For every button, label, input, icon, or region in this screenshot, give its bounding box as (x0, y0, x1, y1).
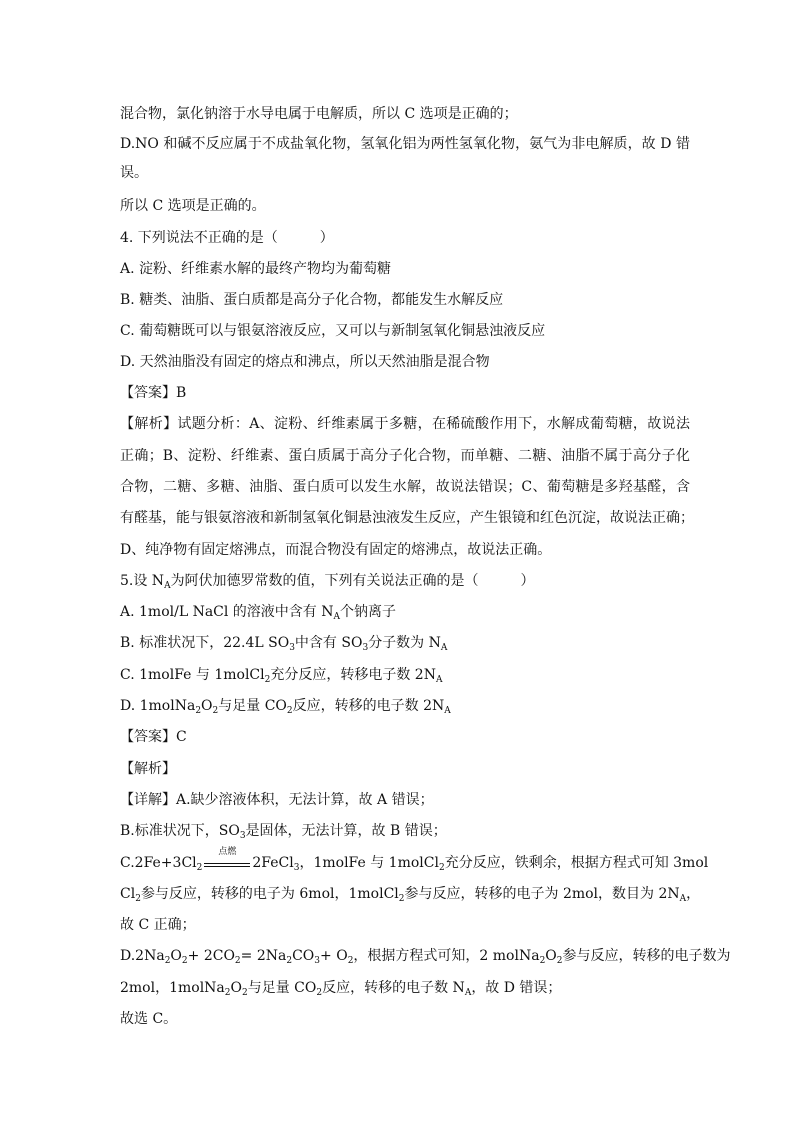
detail-line: 2mol，$1molNa_2O_2$与足量 $CO_2$反应，转移的电子数 $N_A$，故 D 错误； (120, 980, 562, 998)
analysis-line: 【解析】试题分析：A、淀粉、纤维素属于多糖，在稀硫酸作用下，水解成葡萄糖，故说法 (120, 416, 690, 432)
text-line: 所以 C 选项是正确的。 (120, 198, 266, 214)
question-5-option-b: B. 标准状况下，22.4L $SO_3$中含有 $SO_3$分子数为 $N_A$ (120, 635, 448, 653)
reaction-condition: 点燃 (218, 847, 237, 857)
question-4-option-a: A. 淀粉、纤维素水解的最终产物均为葡萄糖 (120, 261, 392, 277)
answer-label: 【答案】C (120, 729, 187, 745)
analysis-heading: 【解析】 (120, 761, 176, 777)
analysis-line: 有醛基，能与银氨溶液和新制氢氧化铜悬浊液发生反应，产生银镜和红色沉淀，故说法正确； (120, 510, 694, 526)
question-4-option-b: B. 糖类、油脂、蛋白质都是高分子化合物，都能发生水解反应 (120, 292, 504, 308)
analysis-line: D、纯净物有固定熔沸点，而混合物没有固定的熔沸点，故说法正确。 (120, 542, 552, 558)
detail-line: 【详解】A.缺少溶液体积，无法计算，故 A 错误； (120, 792, 434, 808)
detail-line: $D.2Na_2O_2+ 2CO_2= 2Na_2CO_3+ O_2$，根据方程式可知，2 $molNa_2O_2$参与反应，转移的电子数为 (120, 948, 731, 966)
detail-line: 故 C 正确； (120, 917, 196, 933)
text-line: 误。 (120, 165, 148, 181)
detail-line: $Cl_2$参与反应，转移的电子为 6mol，1molCl$_2$参与反应，转移的电子为 2mol，数目为 $2N_A$， (120, 886, 701, 904)
analysis-line: 正确；B、淀粉、纤维素、蛋白质属于高分子化合物，而单糖、二糖、油脂不属于高分子化 (120, 448, 690, 464)
question-5-option-d: D. $1molNa_2O_2$与足量 $CO_2$反应，转移的电子数 $2N_A$ (120, 698, 451, 716)
conclusion-line: 故选 C。 (120, 1011, 178, 1027)
question-5-stem: 5.设 $N_A$为阿伏加德罗常数的值，下列有关说法正确的是（ ） (120, 573, 535, 591)
question-4-option-d: D. 天然油脂没有固定的熔点和沸点，所以天然油脂是混合物 (120, 354, 490, 370)
text-line: 混合物，氯化钠溶于水导电属于电解质，所以 C 选项是正确的； (120, 106, 518, 122)
question-5-option-a: A. 1mol/L NaCl 的溶液中含有 $N_A$个钠离子 (120, 604, 396, 622)
question-4-stem: 4. 下列说法不正确的是（ ） (120, 230, 334, 246)
question-4-option-c: C. 葡萄糖既可以与银氨溶液反应，又可以与新制氢氧化铜悬浊液反应 (120, 323, 546, 339)
reaction-arrow (204, 847, 250, 869)
answer-label: 【答案】B (120, 385, 187, 401)
question-5-option-c: C. 1molFe 与 1molCl$_2$充分反应，转移电子数 $2N_A$ (120, 667, 443, 685)
text-line: D.NO 和碱不反应属于不成盐氧化物，氢氧化铝为两性氢氧化物，氨气为非电解质，故 D 错 (120, 136, 690, 152)
detail-line-equation: $C.2Fe+3Cl_2$ 点燃 2FeCl$_3$，1molFe 与 1molCl$_2$充分反应，铁剩余，根据方程式可知 3mol (120, 847, 709, 873)
analysis-line: 合物，二糖、多糖、油脂、蛋白质可以发生水解，故说法错误；C、葡萄糖是多羟基醛，含 (120, 479, 690, 495)
detail-line: B.标准状况下，$SO_3$是固体，无法计算，故 B 错误； (120, 823, 447, 841)
